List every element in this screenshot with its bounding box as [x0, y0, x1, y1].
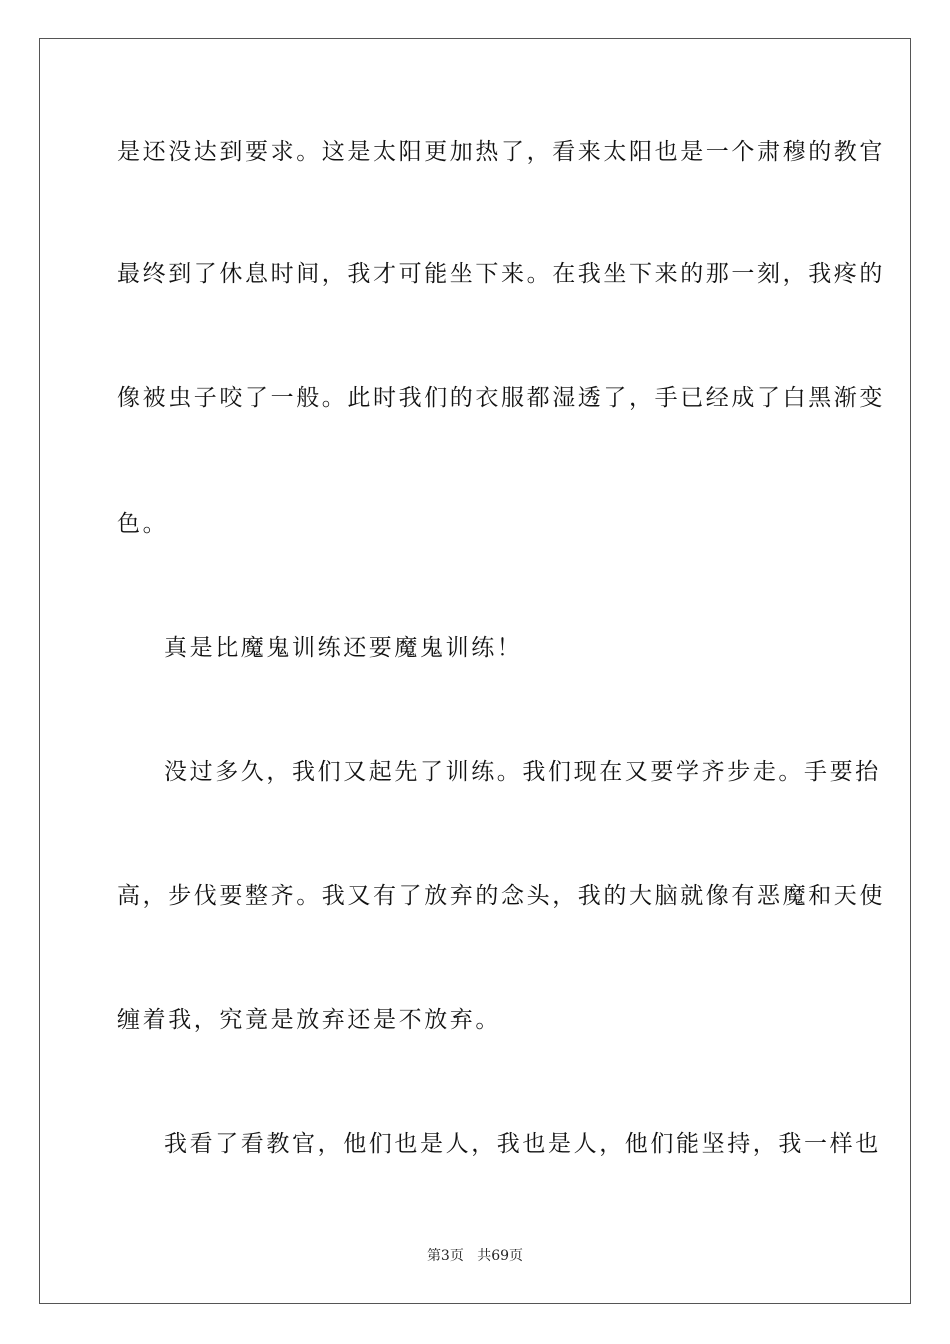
page-total: 共69页 [477, 1248, 524, 1264]
text-line-1: 是还没达到要求。这是太阳更加热了，看来太阳也是一个肃穆的教官 [117, 139, 885, 165]
text-line-8: 缠着我，究竟是放弃还是不放弃。 [117, 1007, 501, 1033]
text-line-7: 高，步伐要整齐。我又有了放弃的念头，我的大脑就像有恶魔和天使 [117, 883, 885, 909]
paragraph-start-line: 真是比魔鬼训练还要魔鬼训练！ [164, 635, 523, 661]
page-border [39, 38, 911, 1304]
text-line-4: 色。 [117, 511, 169, 537]
text-line-3: 像被虫子咬了一般。此时我们的衣服都湿透了，手已经成了白黑渐变 [117, 385, 885, 411]
page-footer [0, 1247, 950, 1265]
page-number: 第3页 [426, 1248, 464, 1264]
text-line-2: 最终到了休息时间，我才可能坐下来。在我坐下来的那一刻，我疼的 [117, 261, 885, 287]
paragraph-start-line: 我看了看教官，他们也是人，我也是人，他们能坚持，我一样也 [164, 1131, 881, 1157]
paragraph-start-line: 没过多久，我们又起先了训练。我们现在又要学齐步走。手要抬 [164, 759, 881, 785]
